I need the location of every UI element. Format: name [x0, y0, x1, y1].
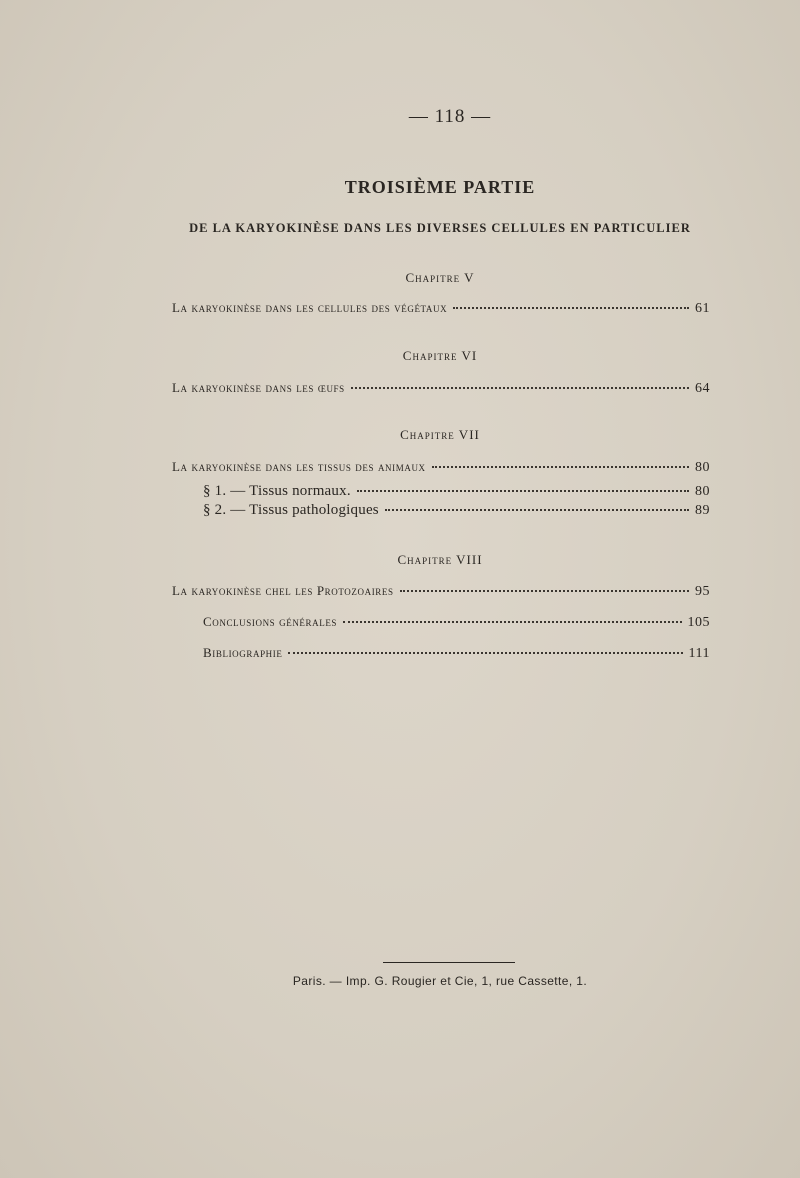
toc-entry-section — [203, 502, 710, 522]
toc-entry — [172, 300, 710, 320]
dot-leader — [343, 621, 681, 623]
dot-leader — [453, 307, 689, 309]
part-title: TROISIÈME PARTIE — [344, 177, 536, 197]
part-subtitle: DE LA KARYOKINÈSE DANS LES DIVERSES CELLULES EN PARTICULIER — [189, 221, 691, 235]
chapter-heading-v: Chapitre V — [405, 270, 475, 285]
printer-imprint: Paris. — Imp. G. Rougier et Cie, 1, rue Cassette, 1. — [292, 974, 588, 988]
dot-leader — [385, 509, 689, 511]
toc-entry-page: 105 — [687, 615, 710, 630]
dot-leader — [351, 387, 689, 389]
toc-entry-page: 89 — [695, 503, 710, 518]
toc-entry — [203, 614, 710, 634]
toc-entry-page: 80 — [695, 460, 710, 475]
toc-entry — [172, 380, 710, 400]
toc-entry-label: La karyokinèse dans les œufs — [172, 380, 345, 395]
chapter-heading-vi: Chapitre VI — [402, 348, 478, 363]
toc-entry-label: Bibliographie — [203, 645, 283, 660]
toc-entry-page: 95 — [695, 584, 710, 599]
toc-entry-page: 111 — [688, 646, 710, 661]
toc-entry-page: 61 — [695, 301, 710, 316]
footer-rule — [383, 962, 515, 963]
chapter-heading-vii: Chapitre VII — [400, 427, 480, 442]
toc-entry-label: Conclusions générales — [203, 614, 338, 629]
toc-entry-label: § 2. — Tissus pathologiques — [203, 502, 379, 518]
page-number: — 118 — — [408, 106, 492, 127]
toc-entry-label: § 1. — Tissus normaux. — [203, 483, 351, 499]
toc-entry-page: 80 — [695, 484, 710, 499]
toc-entry — [172, 583, 710, 603]
toc-entry-label: La karyokinèse dans les tissus des animaux — [172, 459, 426, 474]
toc-entry — [203, 645, 710, 665]
dot-leader — [400, 590, 689, 592]
toc-entry — [172, 459, 710, 479]
toc-entry-page: 64 — [695, 381, 710, 396]
dot-leader — [357, 490, 689, 492]
dot-leader — [432, 466, 689, 468]
chapter-heading-viii: Chapitre VIII — [397, 552, 483, 567]
dot-leader — [288, 652, 682, 654]
toc-entry-label: La karyokinèse dans les cellules des végétaux — [172, 300, 448, 315]
toc-entry-label: La karyokinèse chel les Protozoaires — [172, 583, 394, 598]
toc-entry-section — [203, 483, 710, 503]
